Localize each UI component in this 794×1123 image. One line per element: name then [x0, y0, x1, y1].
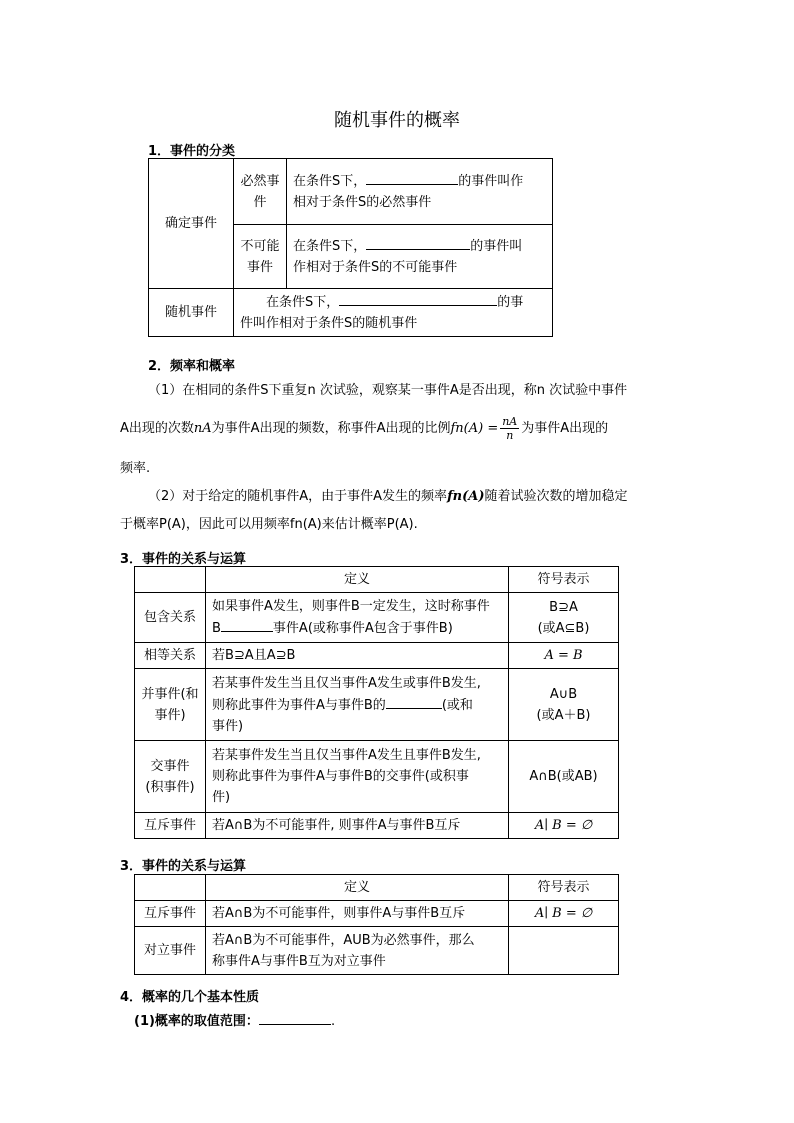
property-item-1: (1)概率的取值范围： .: [134, 1010, 335, 1031]
row-name: 相等关系: [135, 643, 206, 669]
freq-para-1-line1: （1）在相同的条件S下重复n 次试验，观察某一事件A是否出现，称n 次试验中事件: [148, 383, 628, 398]
row-definition: 若A∩B为不可能事件，AUB为必然事件，那么 称事件A与事件B互为对立事件: [206, 927, 509, 975]
row-name: 并事件(和 事件): [135, 669, 206, 741]
row-definition: 若A∩B为不可能事件, 则事件A与事件B互斥: [206, 813, 509, 839]
row-name: 互斥事件: [135, 813, 206, 839]
row-definition: 若A∩B为不可能事件，则事件A与事件B互斥: [206, 901, 509, 927]
event-relations-table: [134, 566, 619, 839]
row-symbol: A∪B (或A＋B): [509, 669, 619, 741]
freq-para-2-line1: （2）对于给定的随机事件A，由于事件A发生的频率fn(A)随着试验次数的增加稳定: [148, 489, 628, 504]
random-event-def: 在条件S下， 的事 件叫作相对于条件S的随机事件: [234, 289, 553, 337]
answer-blank[interactable]: [339, 291, 497, 306]
row-definition: 若某事件发生当且仅当事件A发生或事件B发生, 则称此事件为事件A与事件B的 (或和 事件): [206, 669, 509, 741]
row-definition: 如果事件A发生，则事件B一定发生，这时称事件 B 事件A(或称事件A包含于事件B): [206, 593, 509, 643]
row-name: 包含关系: [135, 593, 206, 643]
row-symbol: A = B: [509, 643, 619, 669]
column-header-definition: 定义: [206, 875, 509, 901]
event-classification-table: [148, 158, 553, 337]
section-4-heading: 4．概率的几个基本性质: [120, 990, 260, 1005]
answer-blank[interactable]: [366, 235, 470, 250]
section-1-heading: 1．事件的分类: [148, 144, 236, 159]
freq-para-1-line3: 频率.: [120, 461, 151, 476]
row-definition: 若B⊇A且A⊇B: [206, 643, 509, 669]
row-symbol: B⊇A (或A⊆B): [509, 593, 619, 643]
section-3b-heading: 3．事件的关系与运算: [120, 859, 247, 874]
mutual-exclusive-table: [134, 874, 619, 975]
page-title: 随机事件的概率: [334, 110, 460, 131]
answer-blank[interactable]: [221, 617, 273, 632]
freq-para-2-line2: 于概率P(A)，因此可以用频率fn(A)来估计概率P(A).: [120, 517, 418, 532]
row-symbol: [509, 927, 619, 975]
freq-para-1-line2: A出现的次数nA为事件A出现的频数，称事件A出现的比例fn(A) = $\frac{nA}{n}$ 为事件A出现的: [120, 415, 609, 442]
random-event-name: 随机事件: [149, 289, 234, 337]
section-3-heading: 3．事件的关系与运算: [120, 552, 247, 567]
section-2-heading: 2．频率和概率: [148, 359, 236, 374]
row-name: 对立事件: [135, 927, 206, 975]
column-header-symbol: 符号表示: [509, 875, 619, 901]
row-symbol: A∩B(或AB): [509, 741, 619, 813]
certain-event-name: 必然事件: [234, 159, 287, 225]
row-symbol: A∣ B = ∅: [509, 813, 619, 839]
answer-blank[interactable]: [386, 694, 442, 709]
row-name: 互斥事件: [135, 901, 206, 927]
row-symbol: A∣ B = ∅: [509, 901, 619, 927]
answer-blank[interactable]: [259, 1010, 331, 1025]
certain-event-def: 在条件S下， 的事件叫作 相对于条件S的必然事件: [287, 159, 553, 225]
deterministic-event-cell: 确定事件: [149, 159, 234, 289]
column-header-definition: 定义: [206, 567, 509, 593]
impossible-event-name: 不可能事件: [234, 225, 287, 289]
fraction: $\frac{nA}{n}$: [502, 415, 518, 442]
column-header-symbol: 符号表示: [509, 567, 619, 593]
impossible-event-def: 在条件S下， 的事件叫 作相对于条件S的不可能事件: [287, 225, 553, 289]
row-name: 交事件 (积事件): [135, 741, 206, 813]
answer-blank[interactable]: [366, 170, 458, 185]
row-definition: 若某事件发生当且仅当事件A发生且事件B发生, 则称此事件为事件A与事件B的交事件(或积事 件): [206, 741, 509, 813]
